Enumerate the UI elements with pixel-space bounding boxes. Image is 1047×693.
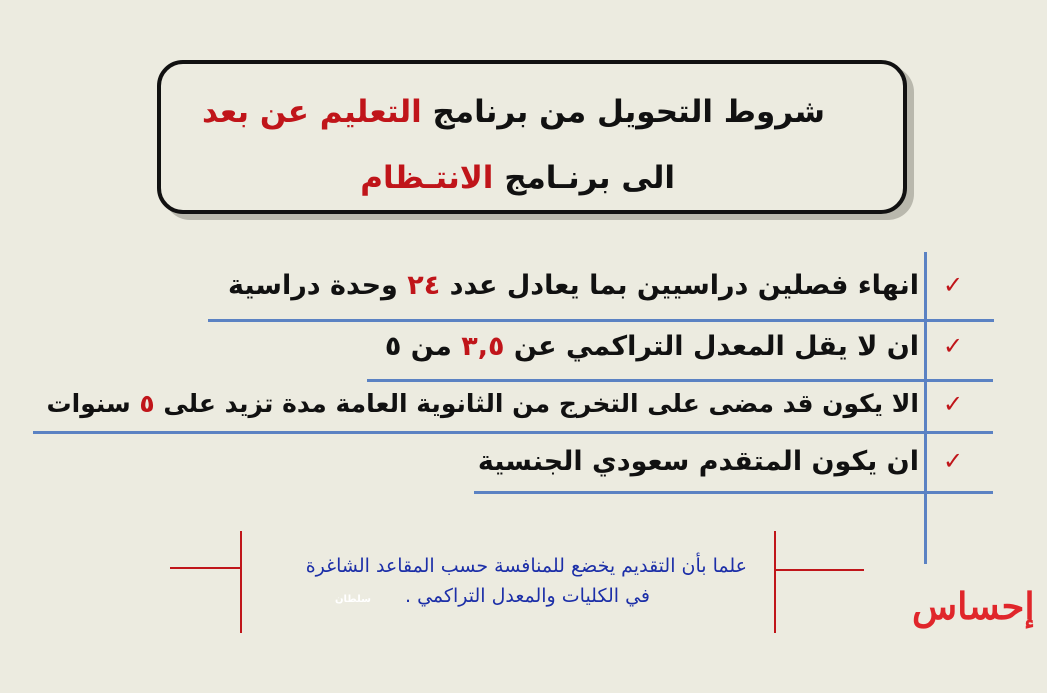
note-frame-left-rule — [170, 567, 242, 569]
check-icon: ✓ — [942, 447, 964, 475]
title-highlight-regular: الانتـظام — [360, 160, 494, 196]
row-divider-3 — [33, 431, 993, 434]
condition-4-text: ان يكون المتقدم سعودي الجنسية — [477, 446, 919, 477]
condition-3-number: ٥ — [139, 389, 155, 418]
title-line-1-text: شروط التحويل من برنامج — [421, 94, 825, 130]
row-divider-4 — [474, 491, 993, 494]
condition-2-text: ان لا يقل المعدل التراكمي عن — [504, 331, 919, 362]
condition-3-suffix: سنوات — [46, 389, 140, 418]
condition-3-text: الا يكون قد مضى على التخرج من الثانوية العامة مدة تزيد على — [154, 389, 919, 418]
condition-4 — [478, 446, 919, 477]
row-divider-2 — [367, 379, 993, 382]
title-line-1 — [202, 94, 825, 130]
condition-3 — [47, 389, 919, 418]
condition-2 — [385, 331, 919, 362]
check-icon: ✓ — [942, 332, 964, 360]
condition-1 — [228, 270, 919, 301]
small-signature: سلطان — [335, 594, 371, 605]
condition-1-text: انهاء فصلين دراسيين بما يعادل عدد — [440, 270, 919, 301]
row-divider-1 — [208, 319, 994, 322]
signature: إحساس — [912, 584, 1035, 628]
title-highlight-distance-learning: التعليم عن بعد — [202, 94, 422, 130]
note-frame-right-bar — [774, 531, 776, 633]
condition-2-suffix: من ٥ — [384, 331, 462, 362]
condition-1-number: ٢٤ — [407, 270, 441, 301]
check-icon: ✓ — [942, 271, 964, 299]
conditions-vertical-rule — [924, 252, 927, 564]
condition-1-suffix: وحدة دراسية — [228, 270, 408, 301]
title-line-2 — [360, 160, 675, 196]
note-line-2: في الكليات والمعدل التراكمي . — [405, 585, 650, 607]
title-box — [157, 60, 907, 214]
note-frame-right-rule — [776, 569, 864, 571]
check-icon: ✓ — [942, 390, 964, 418]
title-line-2-text: الى برنـامج — [493, 160, 675, 196]
note-frame-left-bar — [240, 531, 242, 633]
condition-2-number: ٣,٥ — [461, 331, 505, 362]
note-line-1: علما بأن التقديم يخضع للمنافسة حسب المقاعد الشاغرة — [305, 555, 747, 577]
